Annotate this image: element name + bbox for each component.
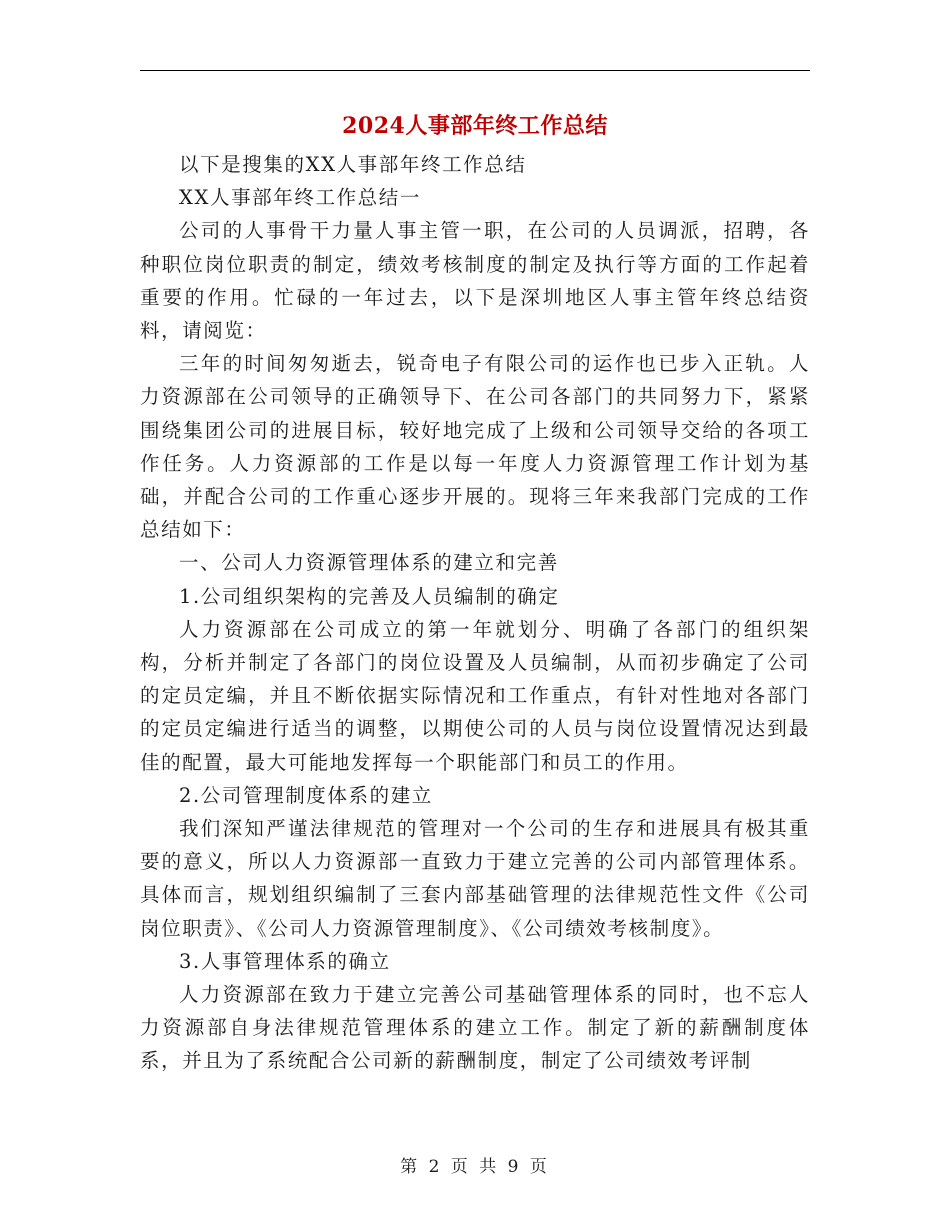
header-rule [140,70,810,71]
page-number: 第 2 页 共 9 页 [400,1157,550,1177]
paragraph-3: 人力资源部在公司成立的第一年就划分、明确了各部门的组织架构，分析并制定了各部门的岗位设置及人员编制，从而初步确定了公司的定员定编，并且不断依据实际情况和工作重点，有针对性地对各部门的定员定编进行适当的调整，以期使公司的人员与岗位设置情况达到最佳的配置，最大可能地发挥每一个职能部门和员工的作用。 [140,617,810,774]
document-body [140,148,810,1078]
section-heading-1: 一、公司人力资源管理体系的建立和完善 [179,551,559,575]
paragraph-4: 我们深知严谨法律规范的管理对一个公司的生存和进展具有极其重要的意义，所以人力资源部一直致力于建立完善的公司内部管理体系。具体而言，规划组织编制了三套内部基础管理的法律规范性文件《公司岗位职责》、《公司人力资源管理制度》、《公司绩效考核制度》。 [140,817,810,940]
subsection-heading-1: 1.公司组织架构的完善及人员编制的确定 [179,584,560,608]
subsection-heading-3: 3.人事管理体系的确立 [179,949,391,973]
paragraph-2: 三年的时间匆匆逝去，锐奇电子有限公司的运作也已步入正轨。人力资源部在公司领导的正确领导下、在公司各部门的共同努力下，紧紧围绕集团公司的进展目标，较好地完成了上级和公司领导交给的各项工作任务。人力资源部的工作是以每一年度人力资源管理工作计划为基础，并配合公司的工作重心逐步开展的。现将三年来我部门完成的工作总结如下： [140,352,810,542]
paragraph-1: 公司的人事骨干力量人事主管一职，在公司的人员调派，招聘，各种职位岗位职责的制定，绩效考核制度的制定及执行等方面的工作起着重要的作用。忙碌的一年过去，以下是深圳地区人事主管年终总结资料，请阅览： [140,219,810,343]
paragraph-intro: 以下是搜集的XX人事部年终工作总结 [179,153,527,176]
document-title: 2024人事部年终工作总结 [342,113,608,139]
paragraph-5: 人力资源部在致力于建立完善公司基础管理体系的同时，也不忘人力资源部自身法律规范管理体系的建立工作。制定了新的薪酬制度体系，并且为了系统配合公司新的薪酬制度，制定了公司绩效考评制 [140,983,810,1073]
subsection-heading-2: 2.公司管理制度体系的建立 [179,783,433,807]
paragraph-subtitle: XX人事部年终工作总结一 [179,186,421,210]
